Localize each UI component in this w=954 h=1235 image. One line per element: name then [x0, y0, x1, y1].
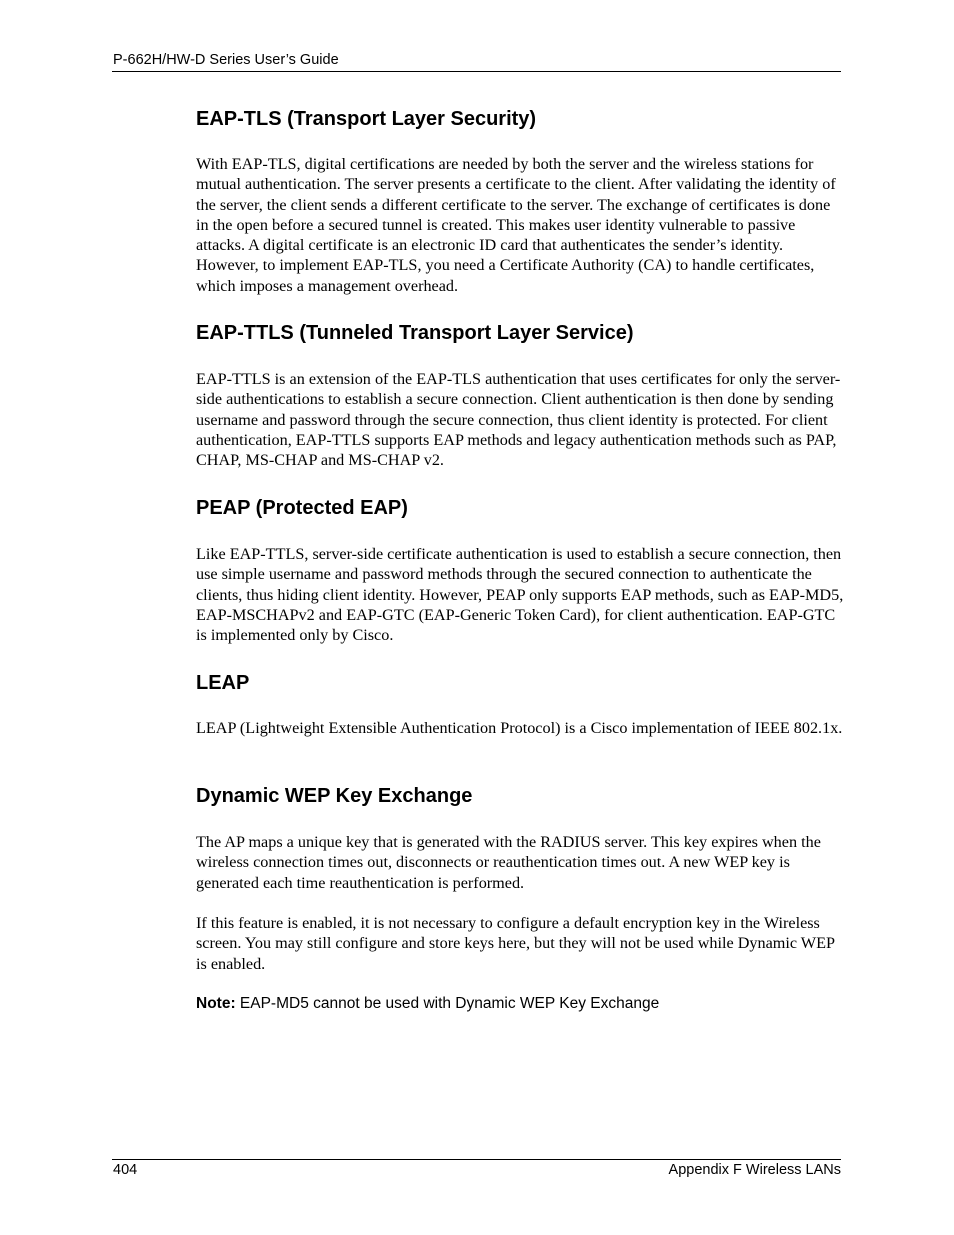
- note: [196, 994, 844, 1013]
- paragraph-eap-ttls: EAP-TTLS is an extension of the EAP-TLS authentication that uses certificates for only the server-side authentications to establish a secure connection. Client authentication is then done by sending username and password through the secure connection, thus client identity is protected. For client authentication, EAP-TTLS supports EAP methods and legacy authentication methods such as PAP, CHAP, MS-CHAP and MS-CHAP v2.: [196, 370, 841, 470]
- paragraph-eap-tls: With EAP-TLS, digital certifications are needed by both the server and the wireless stations for mutual authentication. The server presents a certificate to the client. After validating the identity of the server, the client sends a different certificate to the server. The exchange of certificates is done in the open before a secured tunnel is created. This makes user identity vulnerable to passive attacks. A digital certificate is an electronic ID card that authenticates the sender’s identity. However, to implement EAP-TLS, you need a Certificate Authority (CA) to handle certificates, which imposes a management overhead.: [196, 155, 836, 295]
- footer-divider: [112, 1159, 841, 1160]
- page-number: 404: [113, 1162, 138, 1178]
- heading-eap-ttls: EAP-TTLS (Tunneled Transport Layer Service): [196, 322, 634, 344]
- note-text: EAP-MD5 cannot be used with Dynamic WEP Key Exchange: [239, 995, 660, 1012]
- running-header: P-662H/HW-D Series User’s Guide: [113, 52, 339, 68]
- heading-peap: PEAP (Protected EAP): [196, 497, 408, 519]
- paragraph-leap: LEAP (Lightweight Extensible Authentication Protocol) is a Cisco implementation of IEEE 802.1x.: [196, 719, 843, 737]
- footer-section-title: Appendix F Wireless LANs: [668, 1162, 841, 1178]
- header-divider: [112, 71, 841, 72]
- heading-dynamic-wep: Dynamic WEP Key Exchange: [196, 785, 473, 807]
- paragraph-peap: Like EAP-TTLS, server-side certificate authentication is used to establish a secure connection, then use simple username and password methods through the secured connection to authenticate the clients, thus hiding client identity. However, PEAP only supports EAP methods, such as EAP-MD5, EAP-MSCHAPv2 and EAP-GTC (EAP-Generic Token Card), for client authentication. EAP-GTC is implemented only by Cisco.: [196, 545, 844, 645]
- paragraph-dynamic-wep-1: The AP maps a unique key that is generated with the RADIUS server. This key expires when the wireless connection times out, disconnects or reauthentication times out. A new WEP key is generated each time reauthentication is performed.: [196, 833, 821, 892]
- heading-eap-tls: EAP-TLS (Transport Layer Security): [196, 108, 537, 130]
- note-label: Note:: [196, 995, 236, 1012]
- paragraph-dynamic-wep-2: If this feature is enabled, it is not necessary to configure a default encryption key in the Wireless screen. You may still configure and store keys here, but they will not be used while Dynamic WEP is enabled.: [196, 914, 835, 973]
- heading-leap: LEAP: [196, 672, 250, 694]
